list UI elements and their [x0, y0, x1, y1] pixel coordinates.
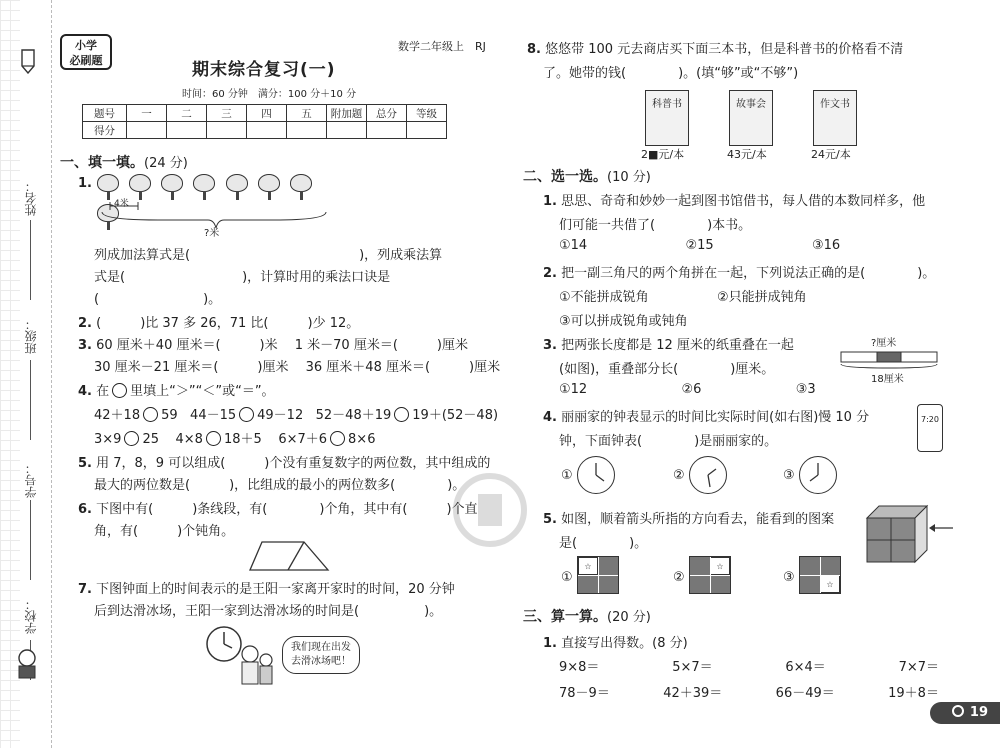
class-line	[30, 360, 31, 440]
section-2-heading: 二、选一选。(10 分)	[523, 169, 651, 185]
section-1-heading: 一、填一填。(24 分)	[60, 155, 188, 171]
s3q1-title: 1. 直接写出得数。(8 分)	[543, 636, 688, 651]
trapezoid-figure	[248, 540, 332, 574]
name-label: 姓名：	[24, 180, 38, 216]
q5-line1: 5. 用 7，8，9 可以组成( )个没有重复数字的两位数，其中组成的	[78, 456, 491, 471]
score-header-cell: 三	[207, 105, 247, 122]
clock-face-icon[interactable]	[577, 456, 615, 494]
clock-face-icon[interactable]	[799, 456, 837, 494]
score-header-cell: 一	[127, 105, 167, 122]
score-cell[interactable]	[407, 122, 447, 139]
option[interactable]: ③16	[811, 238, 841, 253]
name-line	[30, 220, 31, 300]
score-header-cell: 附加题	[327, 105, 367, 122]
clock-option-label[interactable]: ②	[673, 468, 685, 483]
calc-item[interactable]: 5×7＝	[672, 660, 713, 675]
option[interactable]: ①12	[559, 382, 588, 397]
calc-item[interactable]: 9×8＝	[559, 660, 600, 675]
span-label: 4米	[114, 199, 129, 209]
phone-icon: 7:20	[917, 404, 943, 452]
score-row-label: 得分	[83, 122, 127, 139]
score-table-row	[83, 122, 447, 139]
pencil-icon	[18, 48, 38, 74]
score-header-cell: 总分	[367, 105, 407, 122]
right-page	[515, 0, 975, 748]
q8-line2: 了。她带的钱( )。(填“够”或“不够”)	[543, 66, 799, 81]
q4-row2: 3×9 25 4×8 18＋5 6×7＋6 8×6	[94, 432, 376, 447]
score-cell[interactable]	[247, 122, 287, 139]
compare-circle[interactable]	[330, 431, 345, 446]
class-label: 班级：	[24, 318, 38, 354]
s2q1-line1: 1. 思思、奇奇和妙妙一起到图书馆借书，每人借的本数同样多，他	[543, 194, 926, 209]
option[interactable]: ①不能拼成锐角	[559, 290, 649, 305]
q7-line1: 7. 下图钟面上的时间表示的是王阳一家离开家时的时间，20 分钟	[78, 582, 455, 597]
subject-label: 数学二年级上 RJ	[398, 40, 486, 53]
compare-circle[interactable]	[124, 431, 139, 446]
s2q2-line1: 2. 把一副三角尺的两个角拼在一起，下列说法正确的是( )。	[543, 266, 936, 281]
pattern-option-3[interactable]: ☆	[799, 556, 841, 594]
s2q3-line1: 3. 把两张长度都是 12 厘米的纸重叠在一起	[543, 338, 794, 353]
book-price: 2■元/本	[641, 148, 685, 161]
page-number: 19	[930, 702, 1000, 724]
clock-face-icon[interactable]	[689, 456, 727, 494]
tree-icon	[289, 174, 313, 200]
q1-line2: 式是( )，计算时用的乘法口诀是	[94, 270, 391, 285]
s3q1-row2	[559, 682, 939, 701]
family-clock-illustration	[204, 624, 276, 696]
score-cell[interactable]	[167, 122, 207, 139]
tree-icon	[160, 174, 184, 200]
total-length-label: 18厘米	[871, 374, 904, 385]
brand-logo: 小学 必刷题	[60, 34, 112, 70]
s3q1-row1	[559, 656, 939, 675]
id-line	[30, 500, 31, 580]
pattern-option-label[interactable]: ②	[673, 570, 685, 585]
q8-line1: 8. 悠悠带 100 元去商店买下面三本书，但是科普书的价格看不清	[527, 42, 904, 57]
school-label: 学校：	[24, 598, 38, 634]
score-header-cell: 四	[247, 105, 287, 122]
tree-icon	[128, 174, 152, 200]
pattern-option-2[interactable]: ☆	[689, 556, 731, 594]
overlap-label: ?厘米	[871, 338, 897, 349]
score-cell[interactable]	[287, 122, 327, 139]
cube-stack-figure	[865, 504, 955, 566]
calc-item[interactable]: 19＋8＝	[888, 686, 939, 701]
s2q4-line2: 钟，下面钟表( )是丽丽家的。	[559, 434, 778, 449]
q3-line2: 30 厘米－21 厘米＝( )厘米 36 厘米＋48 厘米＝( )厘米	[94, 360, 501, 375]
s2q1-line2: 们可能一共借了( )本书。	[559, 218, 752, 233]
section-3-heading: 三、算一算。(20 分)	[523, 609, 651, 625]
page-title: 期末综合复习(一)	[192, 60, 336, 80]
score-cell[interactable]	[127, 122, 167, 139]
s2q1-options	[559, 238, 840, 253]
score-table-header-row	[83, 105, 447, 122]
compare-circle[interactable]	[206, 431, 221, 446]
compare-circle[interactable]	[143, 407, 158, 422]
total-label: ?米	[204, 228, 220, 239]
calc-item[interactable]: 78－9＝	[559, 686, 610, 701]
option[interactable]: ②6	[681, 382, 702, 397]
s2q3-line2: (如图)，重叠部分长( )厘米。	[559, 362, 775, 377]
score-cell[interactable]	[367, 122, 407, 139]
book-price: 24元/本	[811, 148, 851, 161]
s2q5-line2: 是( )。	[559, 536, 648, 551]
pattern-option-label[interactable]: ①	[561, 570, 573, 585]
exam-meta: 时间：60 分钟 满分：100 分＋10 分	[182, 89, 357, 100]
option[interactable]: ②15	[685, 238, 714, 253]
tree-icon	[257, 174, 281, 200]
s2q2-options	[559, 286, 807, 305]
blank-circle-icon	[112, 383, 127, 398]
left-page	[52, 0, 500, 748]
book-stories: 故事会	[729, 90, 773, 146]
score-header-cell: 题号	[83, 105, 127, 122]
q1-line3: ( )。	[94, 292, 222, 307]
q4-intro: 4. 在 里填上“＞”“＜”或“＝”。	[78, 384, 275, 399]
magnifier-icon	[952, 705, 964, 717]
clock-option-label[interactable]: ③	[783, 468, 795, 483]
q6-line2: 角，有( )个钝角。	[94, 524, 235, 539]
q4-row1: 42＋18 59 44－15 49－12 52－48＋19 19＋(52－48)	[94, 408, 499, 423]
score-cell[interactable]	[327, 122, 367, 139]
binding-margin	[0, 0, 52, 748]
score-cell[interactable]	[207, 122, 247, 139]
id-label: 学号：	[24, 462, 38, 498]
q7-line2: 后到达滑冰场，王阳一家到达滑冰场的时间是( )。	[94, 604, 443, 619]
pattern-option-1[interactable]: ☆	[577, 556, 619, 594]
cartoon-icon	[12, 648, 42, 682]
calc-item[interactable]: 6×4＝	[785, 660, 826, 675]
q5-line2: 最大的两位数是( )，比组成的最小的两位数多( )。	[94, 478, 466, 493]
option[interactable]: ②只能拼成钝角	[716, 290, 807, 305]
q2-line: 2. ( )比 37 多 26，71 比( )少 12。	[78, 316, 360, 331]
s2q4-line1: 4. 丽丽家的钟表显示的时间比实际时间(如右图)慢 10 分	[543, 410, 870, 425]
clock-option-label[interactable]: ①	[561, 468, 573, 483]
q6-line1: 6. 下图中有( )条线段，有( )个角，其中有( )个直	[78, 502, 478, 517]
q1-number: 1.	[78, 176, 92, 191]
score-table	[82, 104, 447, 139]
q1-line1: 列成加法算式是( )，列成乘法算	[94, 248, 443, 263]
tree-icon	[192, 174, 216, 200]
pattern-option-label[interactable]: ③	[783, 570, 795, 585]
tree-icon	[225, 174, 249, 200]
overlap-strips-figure	[839, 346, 939, 372]
score-header-cell: 五	[287, 105, 327, 122]
s2q3-options	[559, 382, 816, 397]
s2q5-line1: 5. 如图，顺着箭头所指的方向看去，能看到的图案	[543, 512, 835, 527]
speech-bubble: 我们现在出发 去滑冰场吧！	[282, 636, 360, 674]
calc-item[interactable]: 42＋39＝	[663, 686, 723, 701]
book-composition: 作文书	[813, 90, 857, 146]
score-header-cell: 等级	[407, 105, 447, 122]
book-science: 科普书	[645, 90, 689, 146]
calc-item[interactable]: 66－49＝	[775, 686, 835, 701]
option[interactable]: ③3	[795, 382, 816, 397]
score-header-cell: 二	[167, 105, 207, 122]
compare-circle[interactable]	[239, 407, 254, 422]
compare-circle[interactable]	[394, 407, 409, 422]
option[interactable]: ③可以拼成锐角或钝角	[559, 314, 688, 329]
book-price: 43元/本	[727, 148, 767, 161]
q3-line1: 3. 60 厘米＋40 厘米＝( )米 1 米－70 厘米＝( )厘米	[78, 338, 468, 353]
calc-item[interactable]: 7×7＝	[898, 660, 939, 675]
option[interactable]: ①14	[559, 238, 588, 253]
